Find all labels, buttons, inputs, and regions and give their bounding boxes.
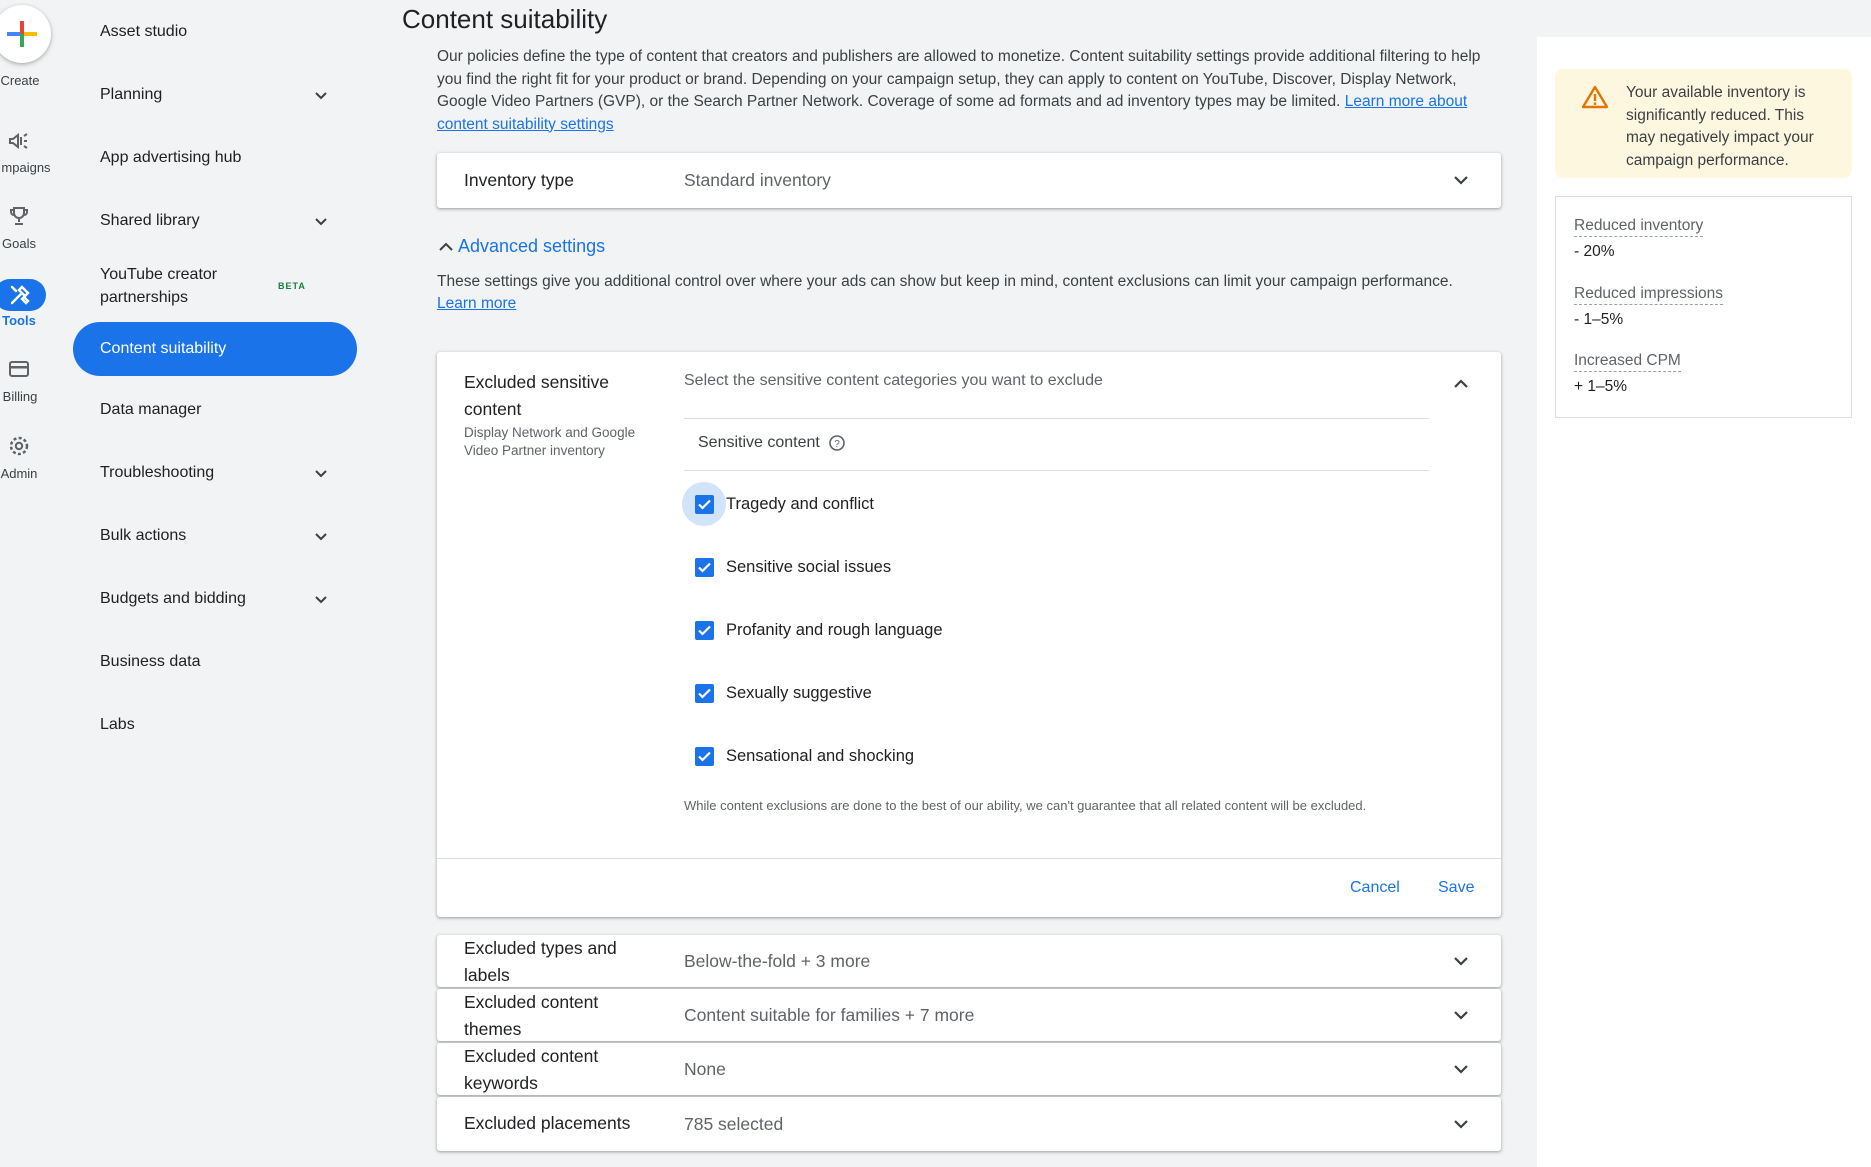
checkbox-label: Sensitive social issues [726, 557, 892, 576]
inventory-type-row[interactable] [437, 153, 1501, 208]
rail-campaigns-label: mpaigns [1, 160, 51, 175]
inventory-type-label: Inventory type [464, 170, 574, 190]
nav-youtube-creator[interactable] [73, 258, 357, 314]
icon-rail [0, 0, 52, 1167]
reduced-inventory-value: - 20% [1574, 243, 1615, 260]
checkmark-icon [697, 686, 712, 701]
checkbox-row-tragedy[interactable] [684, 484, 874, 524]
row-value: Below-the-fold + 3 more [684, 951, 871, 971]
checkbox-halo [682, 671, 726, 715]
nav-label: App advertising hub [100, 149, 242, 166]
checkbox-halo [682, 608, 726, 652]
rail-tools-label: Tools [2, 313, 36, 328]
row-label: Excluded content themes [464, 992, 599, 1039]
checkbox-halo [682, 734, 726, 778]
intro-body: Our policies define the type of content that creators and publishers are allowed to monetize. Content suitability settings provide additional filtering to help you find the right fit for your product or brand. Depending on your campaign setup, they can apply to content on YouTube, Discover, Display Network, Google Video Partners (GVP), or the Search Partner Network. Coverage of some ad formats and ad inventory types may be limited. [437, 48, 1481, 110]
nav-label: YouTube creator partnerships [100, 266, 218, 306]
chevron-down-icon [313, 465, 329, 481]
megaphone-icon[interactable] [4, 126, 34, 156]
advanced-desc-text: These settings give you additional control over where your ads can show but keep in mind, content exclusions can limit your campaign performance. [437, 273, 1453, 290]
chevron-down-icon [313, 528, 329, 544]
sensitive-prompt: Select the sensitive content categories you want to exclude [684, 372, 1103, 389]
advanced-settings-toggle[interactable] [436, 236, 605, 257]
nav-shared-library[interactable] [73, 194, 357, 248]
billing-card-icon[interactable] [4, 354, 34, 384]
intro-text [437, 46, 1492, 136]
divider [684, 418, 1429, 419]
nav-label: Planning [100, 86, 163, 103]
nav-asset-studio[interactable] [73, 5, 357, 59]
checkbox-checked[interactable] [695, 558, 714, 577]
chevron-down-icon [313, 87, 329, 103]
nav-label: Content suitability [100, 340, 227, 357]
increased-cpm-label[interactable]: Increased CPM [1574, 351, 1681, 372]
cancel-button[interactable]: Cancel [1350, 879, 1400, 896]
nav-label: Labs [100, 716, 135, 733]
checkmark-icon [697, 749, 712, 764]
gear-icon[interactable] [4, 431, 34, 461]
checkbox-row-social-issues[interactable] [684, 547, 891, 587]
excluded-keywords-row[interactable] [437, 1043, 1501, 1095]
reduced-impressions-value: - 1–5% [1574, 311, 1624, 328]
tools-icon [8, 283, 32, 307]
excluded-themes-row[interactable] [437, 989, 1501, 1041]
chevron-down-icon [1451, 951, 1471, 971]
reduced-inventory-label[interactable]: Reduced inventory [1574, 216, 1703, 237]
intro-learn-more-link[interactable]: Learn more about content suitability settings [437, 93, 1468, 133]
nav-data-manager[interactable] [73, 383, 357, 437]
chevron-down-icon [1451, 1005, 1471, 1025]
checkbox-label: Sexually suggestive [726, 683, 872, 702]
excluded-types-row[interactable] [437, 935, 1501, 987]
chevron-down-icon [1451, 170, 1471, 190]
nav-troubleshooting[interactable] [73, 446, 357, 500]
nav-label: Asset studio [100, 23, 188, 40]
nav-label: Data manager [100, 401, 202, 418]
checkbox-label: Profanity and rough language [726, 620, 943, 639]
nav-label: Bulk actions [100, 527, 187, 544]
chevron-down-icon [1451, 1059, 1471, 1079]
nav-business-data[interactable] [73, 635, 357, 689]
sensitive-sublabel: Display Network and Google Video Partner inventory [464, 425, 636, 458]
advanced-learn-more-link[interactable]: Learn more [437, 295, 517, 312]
checkbox-row-profanity[interactable] [684, 610, 943, 650]
trophy-icon[interactable] [4, 201, 34, 231]
svg-text:?: ? [834, 439, 840, 450]
row-label: Excluded types and labels [464, 938, 617, 985]
chevron-down-icon [313, 591, 329, 607]
inventory-type-value: Standard inventory [684, 170, 831, 190]
checkbox-label: Sensational and shocking [726, 746, 915, 765]
nav-labs[interactable] [73, 698, 357, 752]
row-label: Excluded placements [464, 1113, 631, 1133]
checkbox-checked[interactable] [695, 495, 714, 514]
tools-pill[interactable] [0, 279, 46, 311]
row-label: Excluded content keywords [464, 1046, 599, 1093]
checkbox-row-sexually-suggestive[interactable] [684, 673, 872, 713]
nav-bulk-actions[interactable] [73, 509, 357, 563]
nav-budgets[interactable] [73, 572, 357, 626]
checkbox-halo [682, 545, 726, 589]
save-button[interactable]: Save [1438, 879, 1475, 896]
row-value: Content suitable for families + 7 more [684, 1005, 975, 1025]
warning-icon [1581, 84, 1609, 110]
rail-admin-label: Admin [0, 466, 38, 481]
nav-label: Budgets and bidding [100, 590, 246, 607]
checkmark-icon [697, 623, 712, 638]
nav-content-suitability[interactable] [73, 322, 357, 376]
nav-label: Shared library [100, 212, 200, 229]
rail-create-label: Create [0, 73, 40, 88]
checkbox-checked[interactable] [695, 684, 714, 703]
advanced-settings-label: Advanced settings [458, 236, 606, 256]
page-title: Content suitability [402, 4, 608, 34]
divider [684, 470, 1429, 471]
chevron-up-icon [436, 237, 456, 257]
sensitive-content-header [698, 434, 846, 452]
chevron-up-icon[interactable] [1451, 374, 1471, 394]
sensitive-label: Excluded sensitive content [464, 372, 609, 419]
row-value: None [684, 1059, 726, 1079]
checkmark-icon [697, 560, 712, 575]
checkbox-halo [682, 482, 726, 526]
checkbox-checked[interactable] [695, 747, 714, 766]
checkbox-row-sensational[interactable] [684, 736, 914, 776]
create-button[interactable] [0, 5, 51, 63]
increased-cpm-value: + 1–5% [1574, 378, 1628, 395]
row-value: 785 selected [684, 1114, 784, 1134]
chevron-down-icon [1451, 1114, 1471, 1134]
excluded-placements-row[interactable] [437, 1097, 1501, 1151]
checkmark-icon [697, 497, 712, 512]
plus-icon [0, 5, 51, 63]
beta-badge: BETA [278, 280, 306, 291]
sensitive-header-label: Sensitive content [698, 434, 820, 451]
advanced-settings-desc [437, 271, 1457, 315]
nav-label: Troubleshooting [100, 464, 215, 481]
exclusion-disclaimer: While content exclusions are done to the best of our ability, we can't guarantee that all related content will be excluded. [684, 798, 1367, 813]
excluded-sensitive-content-card [437, 352, 1501, 917]
rail-goals-label: Goals [2, 236, 36, 251]
checkbox-label: Tragedy and conflict [726, 494, 874, 513]
help-icon[interactable] [828, 434, 846, 452]
nav-label: Business data [100, 653, 201, 670]
impact-metrics [1555, 196, 1852, 418]
inventory-warning [1555, 69, 1852, 178]
checkbox-checked[interactable] [695, 621, 714, 640]
divider [437, 858, 1501, 859]
warning-text: Your available inventory is significantly reduced. This may negatively impact your campaign performance. [1626, 84, 1814, 169]
chevron-down-icon [313, 213, 329, 229]
reduced-impressions-label[interactable]: Reduced impressions [1574, 284, 1723, 305]
nav-app-hub[interactable] [73, 131, 357, 185]
nav-planning[interactable] [73, 68, 357, 122]
rail-billing-label: Billing [2, 389, 38, 404]
